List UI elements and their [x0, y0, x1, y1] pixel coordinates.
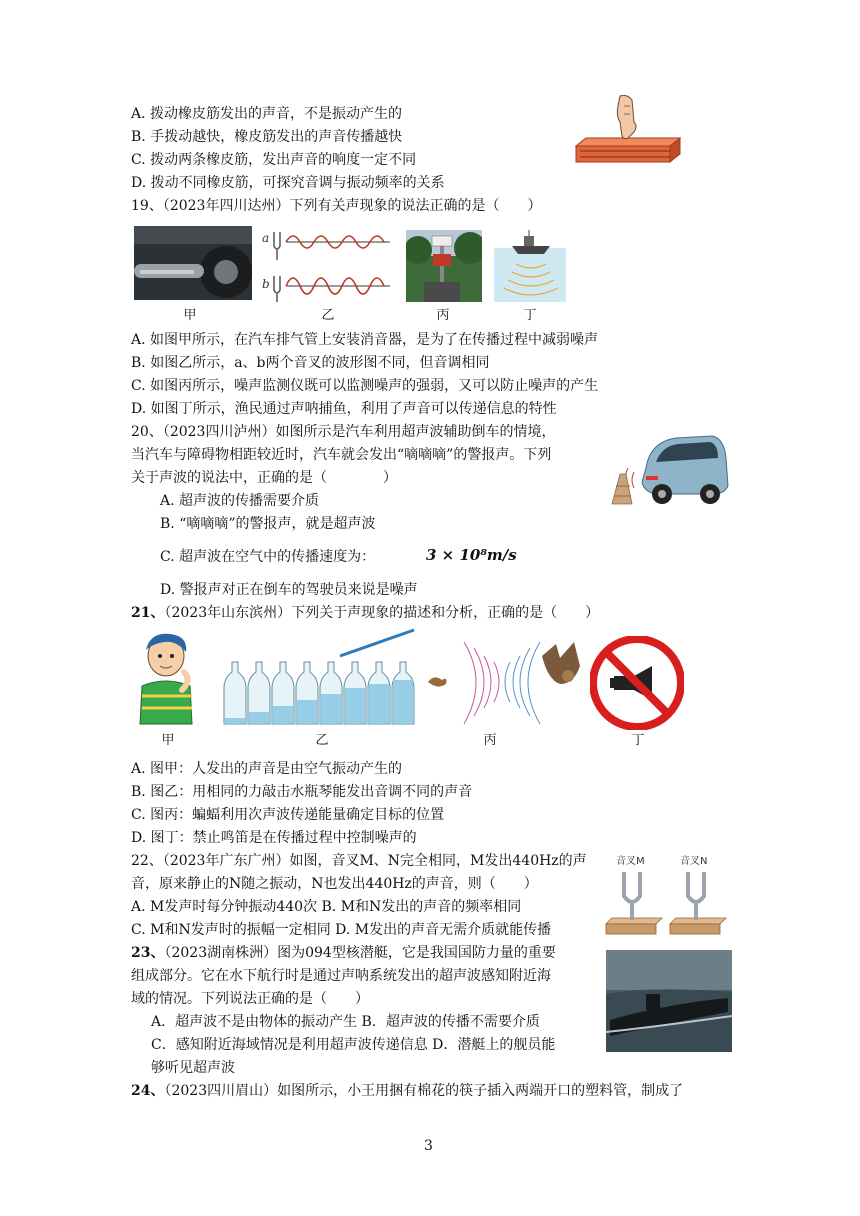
submarine-photo	[606, 950, 732, 1052]
q22-stem-line-1: 22、（2023年广东广州）如图，音叉M、N完全相同，M发出440Hz的声	[131, 853, 587, 869]
q22-option-line-1: A. M发声时每分钟振动440次 B. M和N发出的声音的频率相同	[131, 899, 522, 915]
q19-option-d: D. 如图丁所示，渔民通过声呐捕鱼，利用了声音可以传递信息的特性	[131, 401, 557, 417]
no-honking-sign	[590, 636, 684, 730]
q19-option-a: A. 如图甲所示，在汽车排气管上安装消音器，是为了在传播过程中减弱噪声	[131, 332, 599, 348]
fork-b-label: b	[262, 277, 270, 291]
bat-echolocation-figure	[424, 636, 584, 728]
q21-label-ding: 丁	[631, 733, 645, 748]
q20-speed-formula: 3 × 10⁸m/s	[426, 546, 517, 564]
tuning-forks-mn-figure	[604, 852, 738, 940]
q23-stem-line-3: 域的情况。下列说法正确的是（ ）	[131, 991, 369, 1007]
q18-option-a: A. 拨动橡皮筋发出的声音，不是振动产生的	[131, 106, 403, 122]
q20-stem-line-2: 当汽车与障碍物相距较近时，汽车就会发出“嘀嘀嘀”的警报声。下列	[131, 447, 552, 463]
q20-option-b: B. “嘀嘀嘀”的警报声，就是超声波	[160, 516, 376, 532]
q23-option-line-3: 够听见超声波	[151, 1060, 235, 1076]
q21-option-b: B. 图乙：用相同的力敲击水瓶琴能发出音调不同的声音	[131, 784, 473, 800]
q23-stem-line-1: 23、（2023湖南株洲）图为094型核潜艇，它是我国国防力量的重要	[131, 945, 556, 961]
q24-stem: 24、（2023四川眉山）如图所示，小王用捆有棉花的筷子插入两端开口的塑料管，制成了	[131, 1083, 684, 1099]
tuning-fork-waveforms	[258, 226, 394, 302]
sonar-fishing-figure	[494, 228, 566, 302]
fork-m-label: 音叉M	[616, 856, 645, 867]
q21-stem: 21、（2023年山东滨州）下列关于声现象的描述和分析，正确的是（ ）	[131, 605, 600, 621]
q19-option-b: B. 如图乙所示，a、b两个音叉的波形图不同，但音调相同	[131, 355, 490, 371]
q19-label-ding: 丁	[523, 308, 537, 323]
talking-boy-figure	[130, 630, 204, 726]
q18-option-d: D. 拨动不同橡皮筋，可探究音调与振动频率的关系	[131, 175, 445, 191]
q19-stem: 19、（2023年四川达州）下列有关声现象的说法正确的是（ ）	[131, 198, 542, 214]
q21-option-d: D. 图丁：禁止鸣笛是在传播过程中控制噪声的	[131, 830, 417, 846]
q21-label-jia: 甲	[161, 733, 175, 748]
q23-stem-line-2: 组成部分。它在水下航行时是通过声呐系统发出的超声波感知附近海	[131, 968, 551, 984]
q20-option-a: A. 超声波的传播需要介质	[160, 493, 320, 509]
q19-label-bing: 丙	[436, 308, 450, 323]
q19-option-c: C. 如图丙所示，噪声监测仪既可以监测噪声的强弱，又可以防止噪声的产生	[131, 378, 599, 394]
q21-label-yi: 乙	[315, 733, 329, 748]
page-number: 3	[424, 1138, 433, 1154]
q22-option-line-2: C. M和N发声时的振幅一定相同 D. M发出的声音无需介质就能传播	[131, 922, 552, 938]
rubber-band-pluck-figure	[572, 92, 684, 168]
q20-stem-line-1: 20、（2023四川泸州）如图所示是汽车利用超声波辅助倒车的情境，	[131, 424, 556, 440]
q18-option-c: C. 拨动两条橡皮筋，发出声音的响度一定不同	[131, 152, 417, 168]
exhaust-pipe-photo	[134, 226, 252, 300]
q23-option-line-2: C．感知附近海域情况是利用超声波传递信息 D．潜艇上的舰员能	[151, 1037, 556, 1053]
fork-a-label: a	[262, 231, 270, 245]
q20-option-d: D. 警报声对正在倒车的驾驶员来说是噪声	[160, 582, 418, 598]
noise-monitor-photo	[406, 230, 482, 302]
q19-label-yi: 乙	[321, 308, 335, 323]
reversing-car-figure	[606, 428, 730, 512]
q21-option-c: C. 图丙：蝙蝠利用次声波传递能量确定目标的位置	[131, 807, 445, 823]
q20-option-c: C. 超声波在空气中的传播速度为：	[160, 549, 376, 565]
q23-option-line-1: A．超声波不是由物体的振动产生 B．超声波的传播不需要介质	[151, 1014, 540, 1030]
q21-label-bing: 丙	[483, 733, 497, 748]
q20-stem-line-3: 关于声波的说法中，正确的是（ ）	[131, 470, 397, 486]
q19-label-jia: 甲	[183, 308, 197, 323]
water-bottle-xylophone-figure	[222, 628, 418, 728]
fork-n-label: 音叉N	[680, 856, 708, 867]
q18-option-b: B. 手拨动越快，橡皮筋发出的声音传播越快	[131, 129, 403, 145]
q22-stem-line-2: 音，原来静止的N随之振动，N也发出440Hz的声音，则（ ）	[131, 876, 538, 892]
q21-option-a: A. 图甲：人发出的声音是由空气振动产生的	[131, 761, 403, 777]
